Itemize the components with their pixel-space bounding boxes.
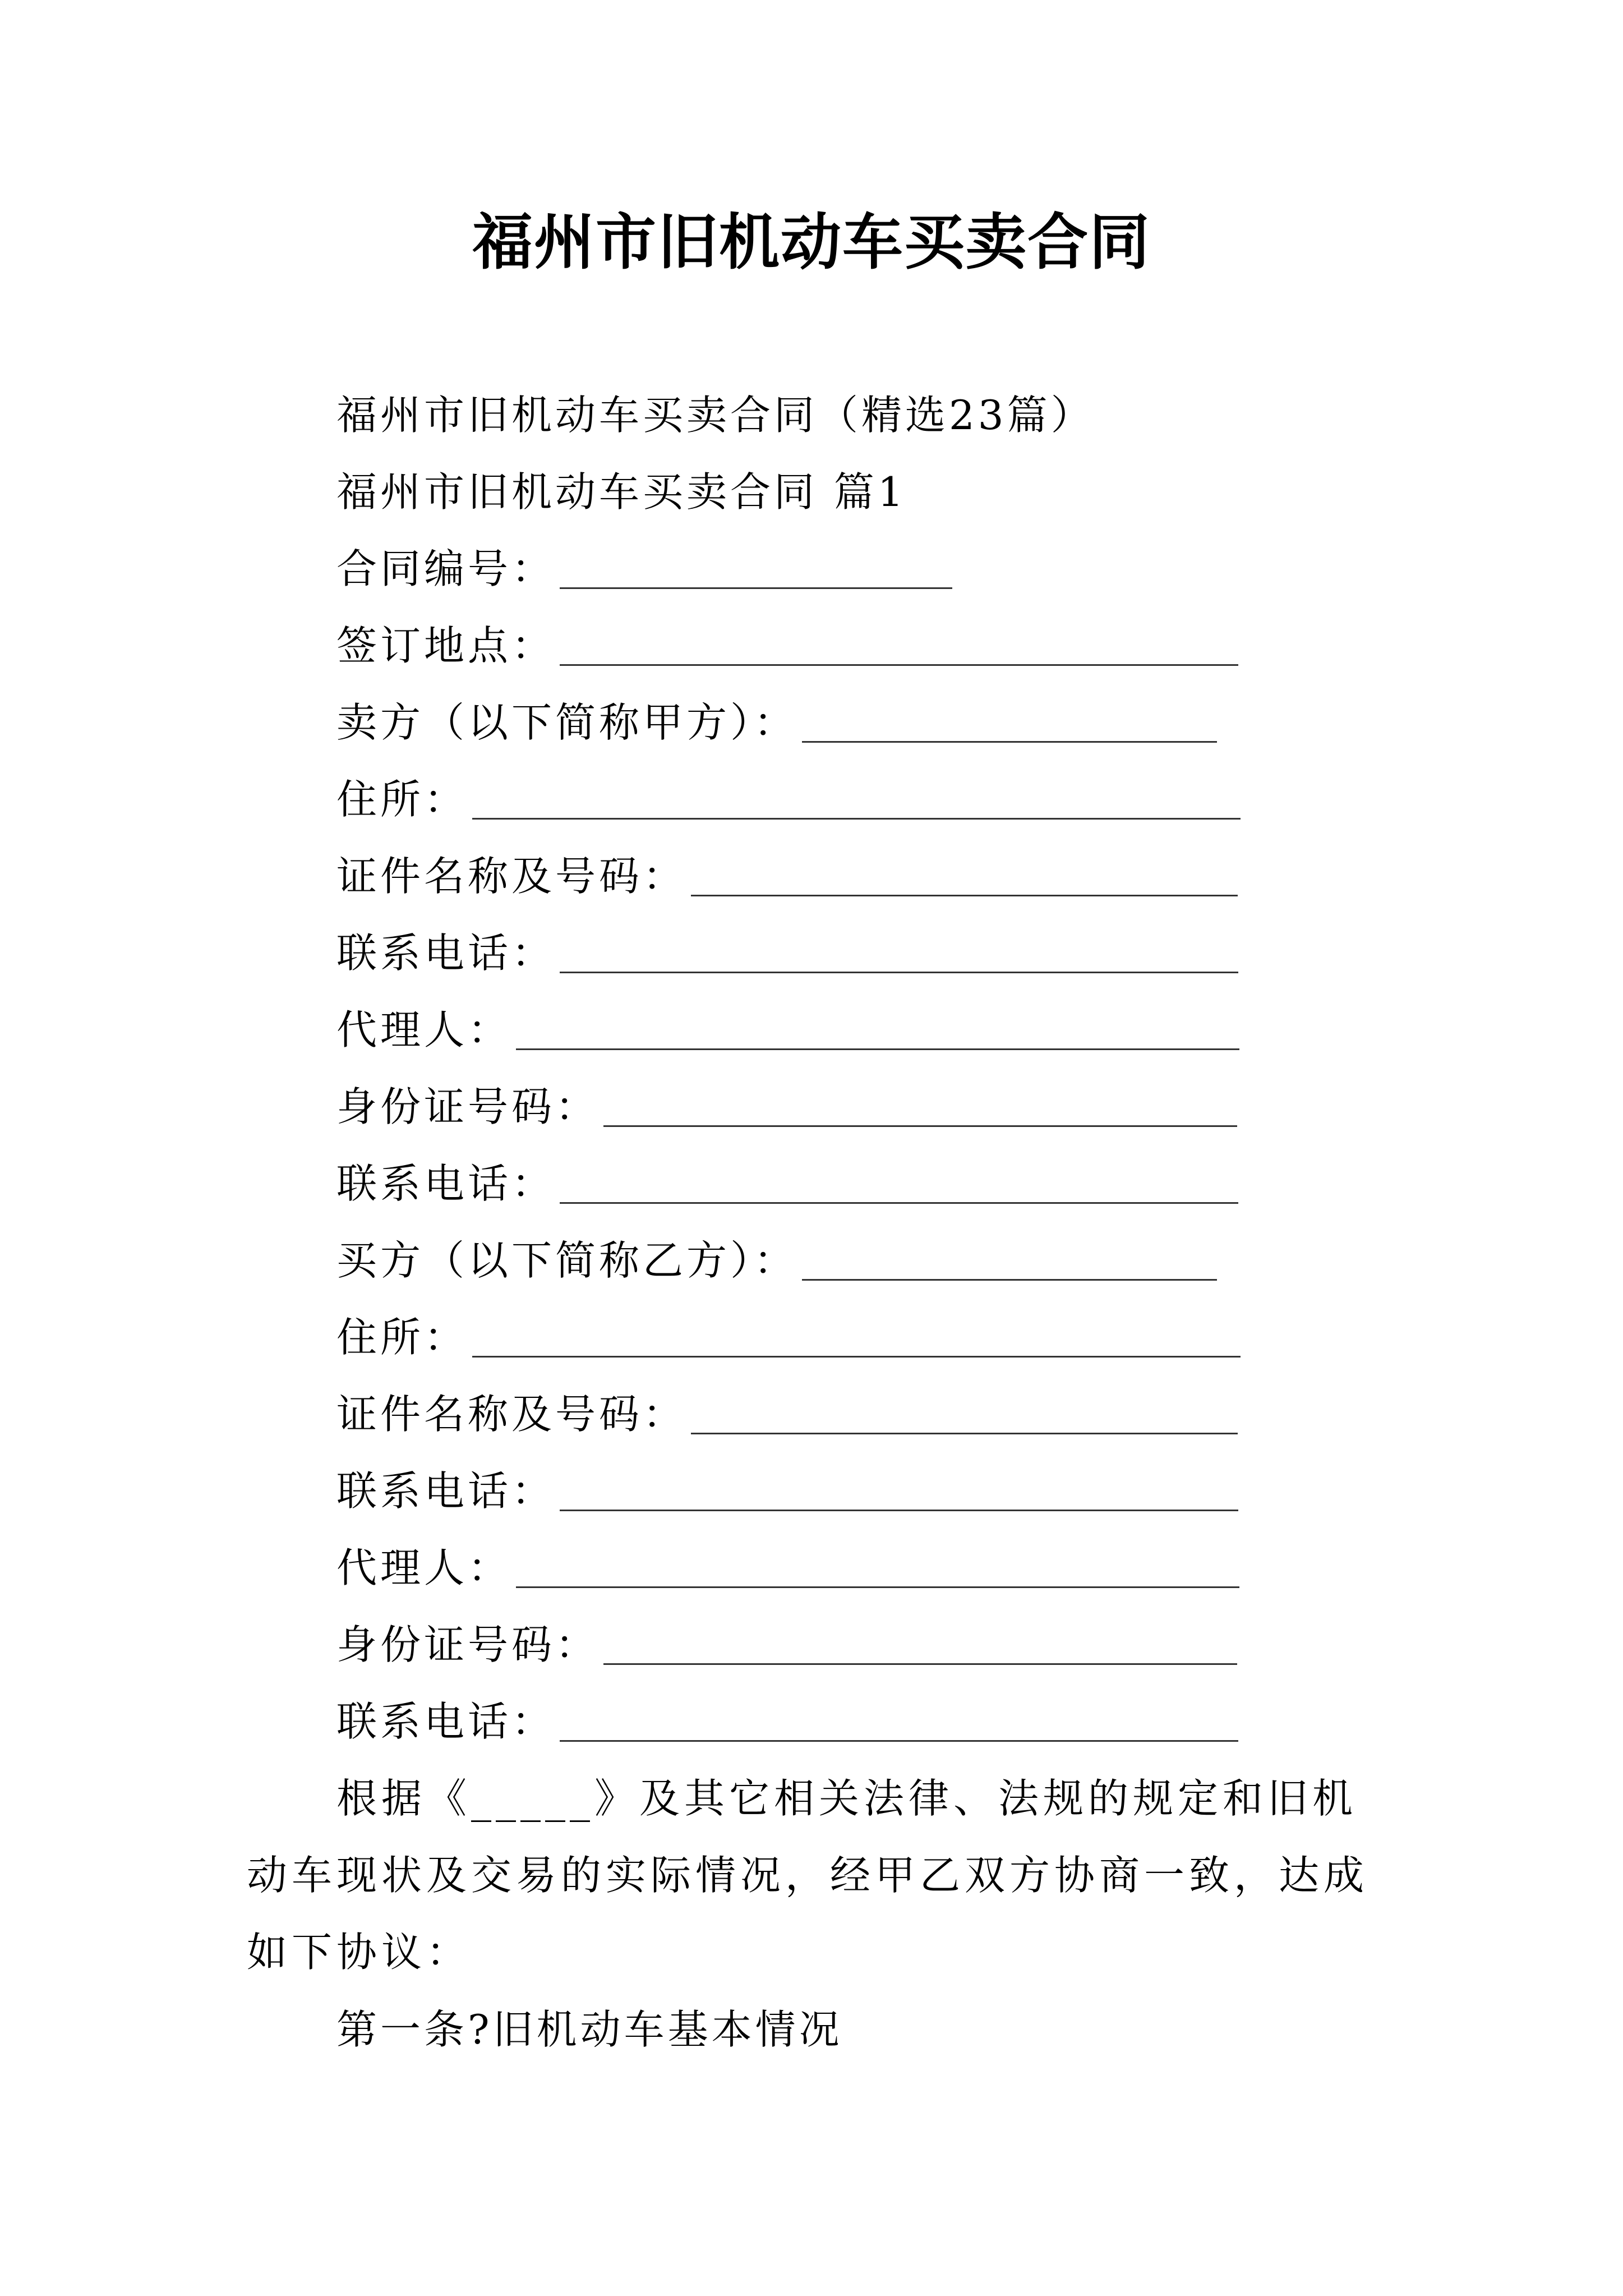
field-buyer-agent (336, 1540, 1239, 1596)
field-seller-phone (336, 925, 1238, 981)
field-seller-agent (336, 1002, 1239, 1058)
field-seller-agent-id (336, 1079, 1237, 1135)
section-heading: 福州市旧机动车买卖合同 篇1 (336, 468, 907, 516)
intro-paragraph: 根据《_____》及其它相关法律、法规的规定和旧机动车现状及交易的实际情况，经甲乙双方协商一致，达成如下协议： (247, 1775, 1369, 1976)
field-buyer-address (336, 1309, 1241, 1365)
field-seller-id (336, 848, 1238, 904)
document-subtitle: 福州市旧机动车买卖合同（精选23篇） (336, 392, 1095, 439)
field-label: 联系电话： (336, 1160, 556, 1207)
field-seller-address (336, 771, 1241, 827)
blank-underline[interactable] (560, 1202, 1238, 1204)
blank-underline[interactable] (691, 1433, 1238, 1434)
field-label: 住所： (336, 1314, 468, 1361)
blank-underline[interactable] (691, 895, 1238, 896)
field-label: 身份证号码： (336, 1083, 600, 1130)
field-label: 联系电话： (336, 930, 556, 977)
field-label: 身份证号码： (336, 1621, 600, 1668)
blank-underline[interactable] (516, 1048, 1239, 1050)
field-buyer-agent-phone (336, 1694, 1238, 1750)
blank-underline[interactable] (603, 1125, 1237, 1127)
field-contract-number (336, 541, 952, 597)
blank-underline[interactable] (560, 664, 1238, 666)
field-buyer-agent-id (336, 1617, 1237, 1673)
field-buyer-phone (336, 1463, 1238, 1519)
field-seller-agent-phone (336, 1156, 1238, 1212)
blank-underline[interactable] (472, 818, 1241, 820)
field-label: 住所： (336, 776, 468, 823)
field-label: 证件名称及号码： (336, 853, 687, 900)
field-label: 联系电话： (336, 1698, 556, 1745)
blank-underline[interactable] (472, 1356, 1241, 1358)
field-label: 证件名称及号码： (336, 1391, 687, 1438)
blank-underline[interactable] (560, 1740, 1238, 1742)
blank-underline[interactable] (802, 741, 1217, 743)
field-label: 联系电话： (336, 1467, 556, 1515)
field-label: 代理人： (336, 1006, 512, 1053)
blank-underline[interactable] (560, 972, 1238, 973)
blank-underline[interactable] (560, 587, 952, 589)
field-seller (336, 694, 1217, 751)
field-buyer (336, 1232, 1217, 1289)
field-buyer-id (336, 1386, 1238, 1442)
document-title: 福州市旧机动车买卖合同 (472, 207, 1151, 278)
blank-underline[interactable] (516, 1586, 1239, 1588)
field-label: 合同编号： (336, 545, 556, 592)
field-label: 代理人： (336, 1544, 512, 1591)
field-label: 签订地点： (336, 622, 556, 669)
field-label: 卖方（以下简称甲方）： (336, 699, 798, 746)
blank-underline[interactable] (603, 1663, 1237, 1665)
field-signing-place (336, 618, 1238, 674)
blank-underline[interactable] (802, 1279, 1217, 1281)
field-label: 买方（以下简称乙方）： (336, 1237, 798, 1284)
article-heading: 第一条?旧机动车基本情况 (336, 2006, 843, 2053)
blank-underline[interactable] (560, 1510, 1238, 1511)
